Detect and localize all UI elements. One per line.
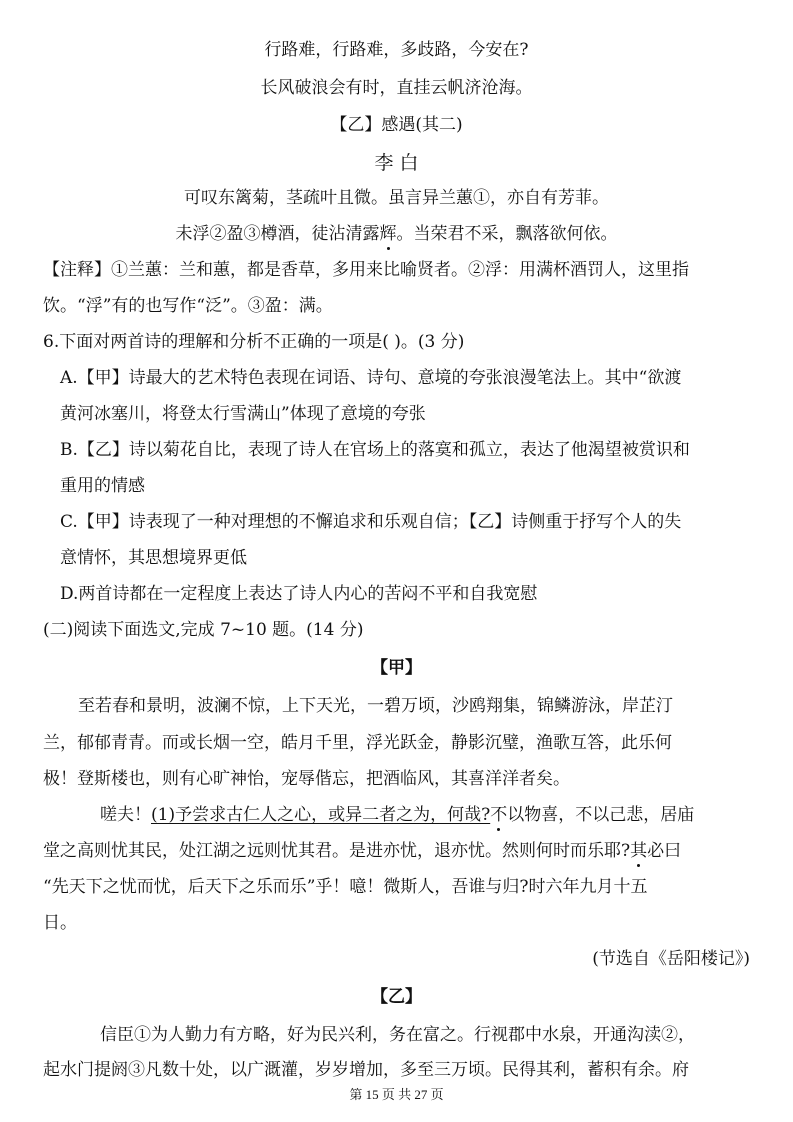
poem-line: 行路难，行路难，多歧路，今安在? [264, 40, 529, 60]
text-segment: 未浮②盈③樽酒，徒沾清露 [175, 224, 380, 244]
poem-line: 长风破浪会有时，直挂云帆济沧海。 [260, 78, 533, 98]
passage-line: 日。 [43, 913, 77, 933]
passage-line: 极！登斯楼也，则有心旷神怡，宠辱偕忘，把酒临风，其喜洋洋者矣。 [43, 769, 570, 789]
option-c-cont: 意情怀，其思想境界更低 [60, 548, 247, 568]
text-segment: 。当荣君不采，飘落欲何依。 [396, 224, 618, 244]
text-segment: 嗟夫！ [100, 805, 151, 825]
emphasis-char: 辉 [379, 224, 397, 244]
underlined-sentence: (1)予尝求古仁人之心，或异二者之为，何哉? [151, 805, 491, 825]
poem-author: 李 白 [374, 152, 419, 174]
section-heading: (二)阅读下面选文,完成 7~10 题。(14 分) [43, 620, 364, 640]
option-c: C.【甲】诗表现了一种对理想的不懈追求和乐观自信；【乙】诗侧重于抒写个人的失 [60, 512, 682, 532]
poem-title: 【乙】感遇(其二) [330, 115, 463, 135]
notes-line: 【注释】①兰蕙：兰和蕙，都是香草，多用来比喻贤者。②浮：用满杯酒罚人，这里指 [43, 260, 689, 280]
page-number: 第 15 页 共 27 页 [349, 1087, 444, 1102]
option-b: B.【乙】诗以菊花自比，表现了诗人在官场上的落寞和孤立，表达了他渴望被赏识和 [60, 440, 690, 460]
passage-line [43, 843, 681, 860]
passage-line: 至若春和景明，波澜不惊，上下天光，一碧万顷，沙鸥翔集，锦鳞游泳，岸芷汀 [78, 696, 673, 716]
passage-line: 信臣①为人勤力有方略，好为民兴利，务在富之。行视郡中水泉，开通沟渎②， [100, 1025, 695, 1045]
option-a-cont: 黄河冰塞川，将登太行雪满山”体现了意境的夸张 [60, 404, 426, 424]
text-segment: 堂之高则忧其民，处江湖之远则忧其君。是进亦忧，退亦忧。然则何时而乐耶? [43, 841, 631, 861]
option-a: A.【甲】诗最大的艺术特色表现在词语、诗句、意境的夸张浪漫笔法上。其中“欲渡 [60, 368, 682, 388]
text-segment: 以物喜，不以己悲，居庙 [507, 805, 695, 825]
passage-title: 【乙】 [371, 987, 422, 1007]
notes-line: 饮。“浮”有的也写作“泛”。③盈：满。 [43, 296, 333, 316]
passage-line: “先天下之忧而忧，后天下之乐而乐”乎！噫！微斯人，吾谁与归?时六年九月十五 [43, 877, 648, 897]
option-b-cont: 重用的情感 [60, 476, 145, 496]
source-citation: (节选自《岳阳楼记》) [592, 949, 750, 969]
poem-line: 可叹东篱菊，茎疏叶且微。虽言异兰蕙①，亦自有芳菲。 [184, 188, 609, 208]
option-d: D.两首诗都在一定程度上表达了诗人内心的苦闷不平和自我宽慰 [60, 584, 538, 604]
text-segment: 必曰 [647, 841, 682, 861]
passage-title: 【甲】 [371, 658, 422, 678]
passage-line [100, 807, 694, 824]
passage-line: 兰，郁郁青青。而或长烟一空，皓月千里，浮光跃金，静影沉璧，渔歌互答，此乐何 [43, 733, 672, 753]
question-stem: 6.下面对两首诗的理解和分析不正确的一项是( )。(3 分) [43, 332, 465, 352]
passage-line: 起水门提阏③凡数十处，以广溉灌，岁岁增加，多至三万顷。民得其利，蓄积有余。府 [43, 1060, 689, 1080]
poem-line [0, 226, 793, 243]
emphasis-char: 其 [630, 841, 648, 861]
emphasis-char: 不 [490, 805, 508, 825]
